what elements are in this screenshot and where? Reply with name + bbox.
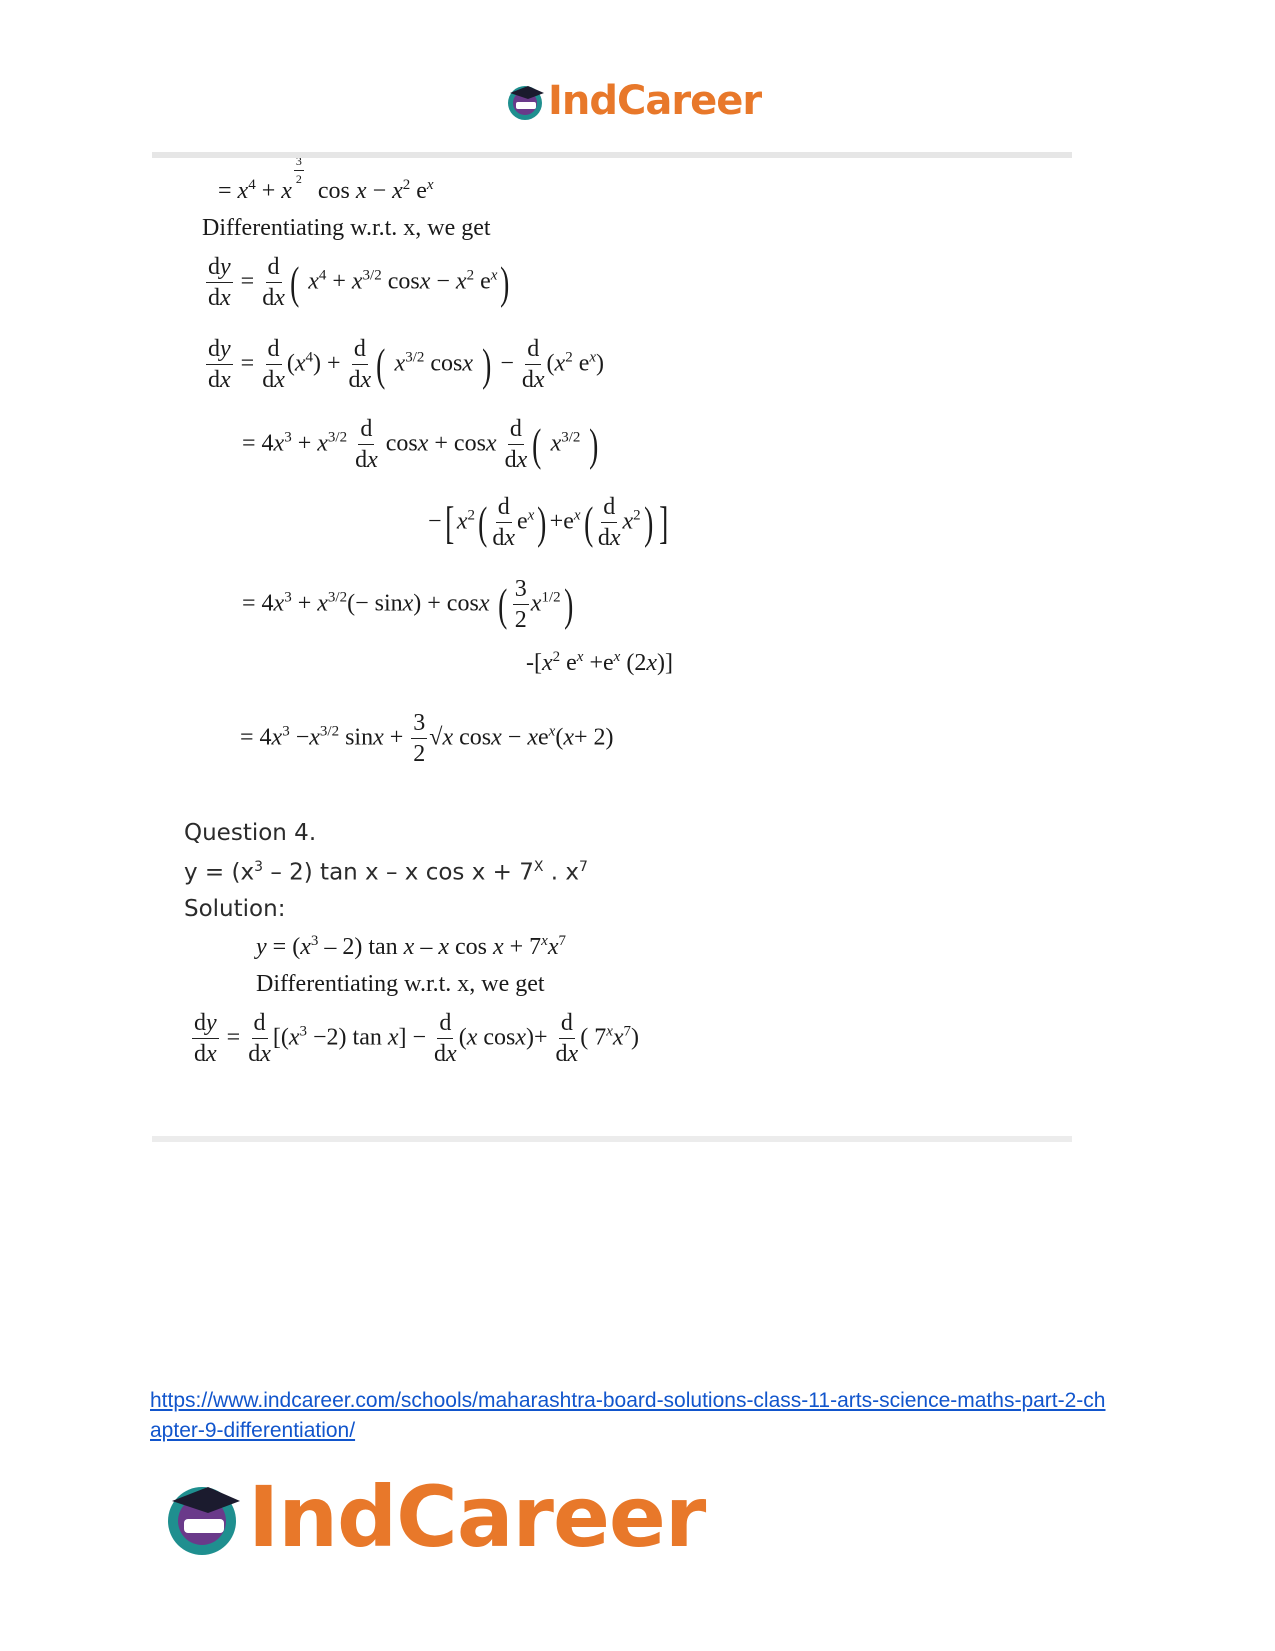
logo-text: IndCareer (548, 78, 762, 124)
q4-math-line-3: $\frac{dy}{dx}$ = $\frac{d}{dx}$ [$(x^3 -2)$ tan x] − $\frac{d}{dx}$ (x cosx)+ $\frac{d}{dx}$ ( $7^xx^7$) (194, 1010, 640, 1068)
math-line-9: = $4x^3 -x^{3/2}$ sinx + $\frac{3}{2}$ √x $\cos x - xe^x(x+ 2)$ (240, 710, 614, 768)
footer-logo (160, 1468, 705, 1566)
differentiating-statement: Differentiating w.r.t. x, we get (202, 215, 491, 241)
graduation-cap-globe-icon (504, 80, 546, 122)
math-line-5: = $4x^3 + x^{3/2}$ $\frac{d}{dx}$ cosx + cosx $\frac{d}{dx}$ ( $x^{3/2}$ ) (242, 416, 599, 474)
question-statement: $y = (x^3 - 2)$ tan x – x $\cos x + 7^X$ . $x^7$ (184, 859, 588, 886)
q4-math-line-1: $y = (x^3 - 2)$ tan x – x $\cos x + 7^xx^7$ (256, 933, 566, 960)
graduation-cap-globe-icon (160, 1475, 244, 1559)
logo-text: IndCareer (248, 1468, 706, 1566)
q4-differentiating-statement: Differentiating w.r.t. x, we get (256, 971, 545, 997)
math-line-3: $\frac{dy}{dx}$ = $\frac{d}{dx}$ ( $x^4 + x^{3/2}$ $\cos x - x^2$ $e^x$) (208, 254, 510, 312)
header-logo (504, 78, 761, 124)
math-line-7: = $4x^3 + x^{3/2}(- \sin x) + \cos x$ ( $\frac{3}{2}$ $x^{1/2}$) (242, 576, 573, 634)
math-line-1: = $x^4 + x$ $^{\frac{3}{2}}$ $\cos x - x^2$ $e^x$ (218, 154, 434, 204)
source-url-link[interactable]: https://www.indcareer.com/schools/maharashtra-board-solutions-class-11-arts-science-maths-part-2-chapter-9-differentiation/ (150, 1389, 1106, 1442)
question-heading: Question 4. (184, 820, 317, 846)
solution-label: Solution: (184, 896, 286, 922)
solution-image (152, 152, 1072, 1142)
math-line-8: $-[x^2$ $e^x +e^x$ (2x)] (526, 649, 673, 676)
math-line-4: $\frac{dy}{dx}$ = $\frac{d}{dx}$ $(x^4)$ + $\frac{d}{dx}$ ( $x^{3/2}$ cosx ) − $\frac{d}{dx}$ ($x^2$ $e^x$) (208, 336, 605, 394)
math-line-6: −[ $x^2$( $\frac{d}{dx}$ $e^x) +e^x$( $\frac{d}{dx}$ $x^2$) ] (428, 494, 669, 552)
